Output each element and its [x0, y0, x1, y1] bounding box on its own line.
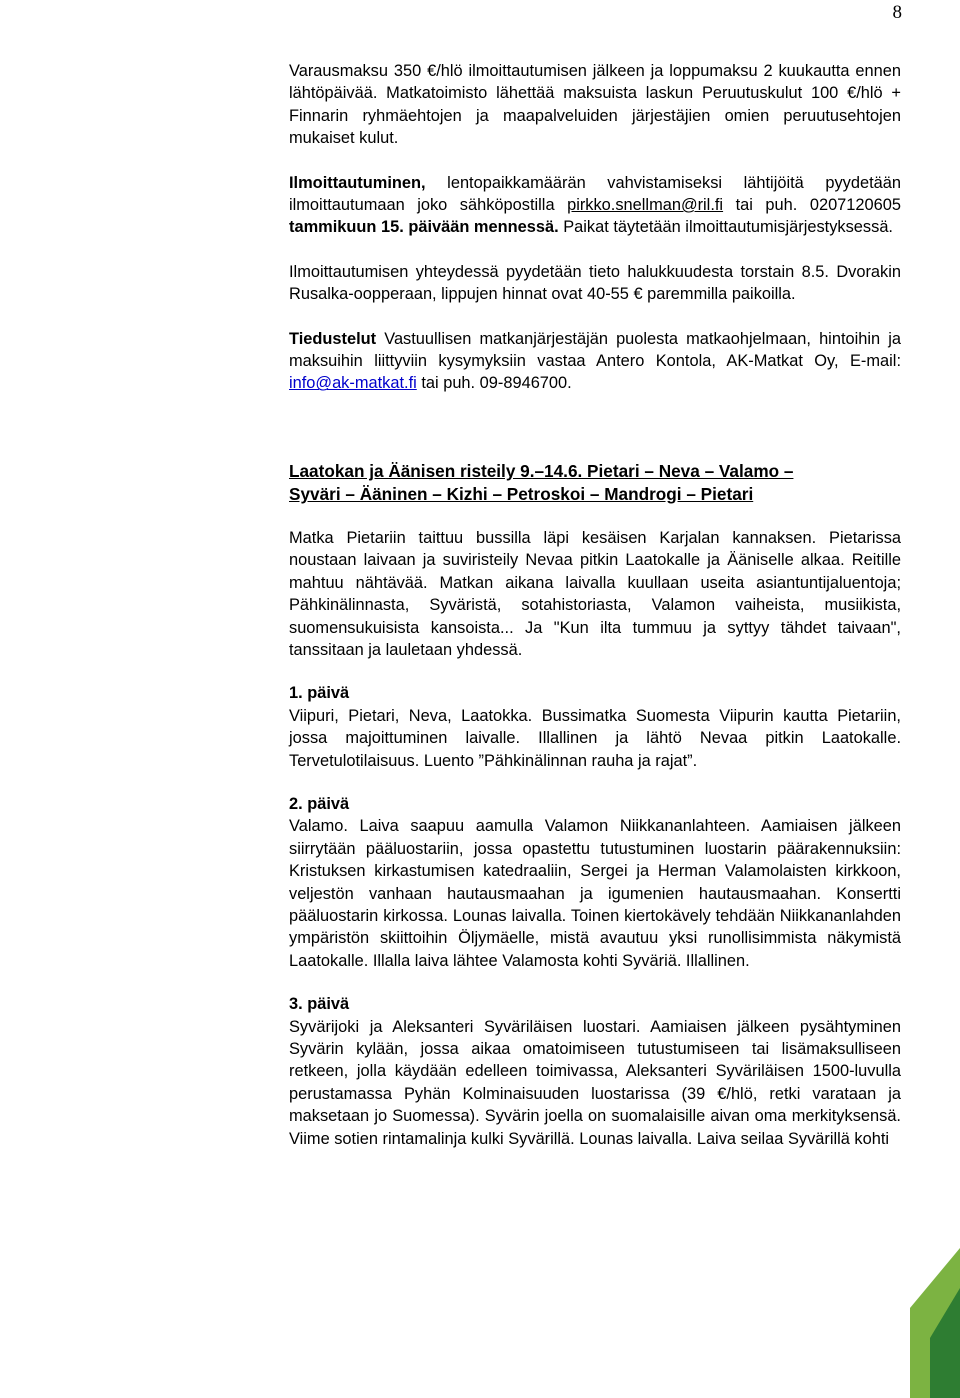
inquiries-text-1: Vastuullisen matkanjärjestäjän puolesta matkaohjelmaan, hintoihin ja maksuihin liittyviin kysymyksiin vastaa Antero Kontola, AK-Matkat Oy, E-mail:	[289, 329, 901, 371]
day-2-heading: 2. päivä	[289, 794, 350, 813]
trip-title	[289, 460, 901, 506]
trip-title-line-2: Syväri – Ääninen – Kizhi – Petroskoi – Mandrogi – Pietari	[289, 483, 754, 504]
registration-text-2: tai puh. 0207120605	[723, 196, 901, 215]
registration-email-link[interactable]: pirkko.snellman@ril.fi	[567, 196, 724, 215]
opera-paragraph: Ilmoittautumisen yhteydessä pyydetään tieto halukkuudesta torstain 8.5. Dvorakin Rusalka-oopperaan, lippujen hinnat ovat 40-55 € paremmilla paikoilla.	[289, 262, 901, 304]
inquiries-text-2: tai puh. 09-8946700.	[416, 374, 572, 393]
page-number: 8	[892, 2, 902, 23]
registration-text-3: Paikat täytetään ilmoittautumisjärjestyksessä.	[558, 218, 893, 237]
registration-text-1: lentopaikkamäärän vahvistamiseksi lähtijöitä pyydetään ilmoittautumaan joko sähköpostilla	[289, 173, 901, 215]
day-1-heading: 1. päivä	[289, 684, 350, 703]
trip-intro: Matka Pietariin taittuu bussilla läpi kesäisen Karjalan kannaksen. Pietarissa noustaan laivaan ja suviristeily Nevaa pitkin Laatokalle ja Ääniselle alkaa. Reitille mahtuu nähtävää. Matkan aikana laivalla kuullaan useita asiantuntijaluentoja; Pähkinälinnasta, Syväristä, sotahistoriasta, Valamon vaiheista, musiikista, suomensukuisista kansoista... Ja "Kun ilta tummuu ja syttyy tähdet taivaan", tanssitaan ja lauletaan yhdessä.	[289, 528, 901, 659]
day-3-text: Syvärijoki ja Aleksanteri Syväriläisen luostari. Aamiaisen jälkeen pysähtyminen Syvärin kylään, jossa aikaa omatoimiseen tutustumiseen tai lisämaksulliseen retkeen, jolla käydään edelleen toimivassa, Aleksanteri Syväriläisen 1500-luvulla perustamassa Pyhän Kolminaisuuden luostarissa (39 €/hlö, retki varataan ja maksetaan jo Suomessa). Syvärin joella on suomalaisille aivan oma merkityksensä. Viime sotien rintamalinja kulki Syvärillä. Lounas laivalla. Laiva seilaa Syvärillä kohti	[289, 1017, 901, 1148]
corner-decoration	[900, 1248, 960, 1398]
day-3-heading: 3. päivä	[289, 995, 350, 1014]
trip-title-line-1: Laatokan ja Äänisen risteily 9.–14.6. Pietari – Neva – Valamo –	[289, 460, 794, 481]
registration-paragraph	[289, 172, 901, 239]
document-body	[289, 60, 901, 1150]
registration-label: Ilmoittautuminen,	[289, 173, 426, 192]
payment-paragraph: Varausmaksu 350 €/hlö ilmoittautumisen jälkeen ja loppumaksu 2 kuukautta ennen lähtöpäivää. Matkatoimisto lähettää maksuista laskun Peruutuskulut 100 €/hlö + Finnarin ryhmäehtojen ja maapalveluiden järjestäjien omien peruutusehtojen mukaiset kulut.	[289, 62, 901, 148]
day-1-text: Viipuri, Pietari, Neva, Laatokka. Bussimatka Suomesta Viipurin kautta Pietariin, jossa majoittuminen laivalle. Illallinen ja lähtö Nevaa pitkin Laatokalle. Tervetulotilaisuus. Luento ”Pähkinälinnan rauha ja rajat”.	[289, 706, 901, 770]
day-2-text: Valamo. Laiva saapuu aamulla Valamon Niikkananlahteen. Aamiaisen jälkeen siirrytään pääluostariin, jossa opastettu tutustuminen luostarin päärakennuksiin: Kristuksen kirkastumisen katedraaliin, Sergei ja Herman Valamolaisten kirkkoon, veljestön vanhaan hautausmaahan ja igumenien hautausmaahan. Konsertti pääluostarin kirkossa. Lounas laivalla. Toinen kiertokävely tehdään Niikkananlahden ympäristön skiittoihin Öljymäelle, mistä avautuu yksi runollisimmista näkymistä Laatokalle. Illalla laiva lähtee Valamosta kohti Syväriä. Illallinen.	[289, 817, 901, 970]
inquiries-email-link[interactable]: info@ak-matkat.fi	[289, 374, 417, 393]
inquiries-paragraph	[289, 328, 901, 395]
registration-deadline: tammikuun 15. päivään mennessä.	[289, 218, 559, 237]
inquiries-label: Tiedustelut	[289, 329, 377, 348]
